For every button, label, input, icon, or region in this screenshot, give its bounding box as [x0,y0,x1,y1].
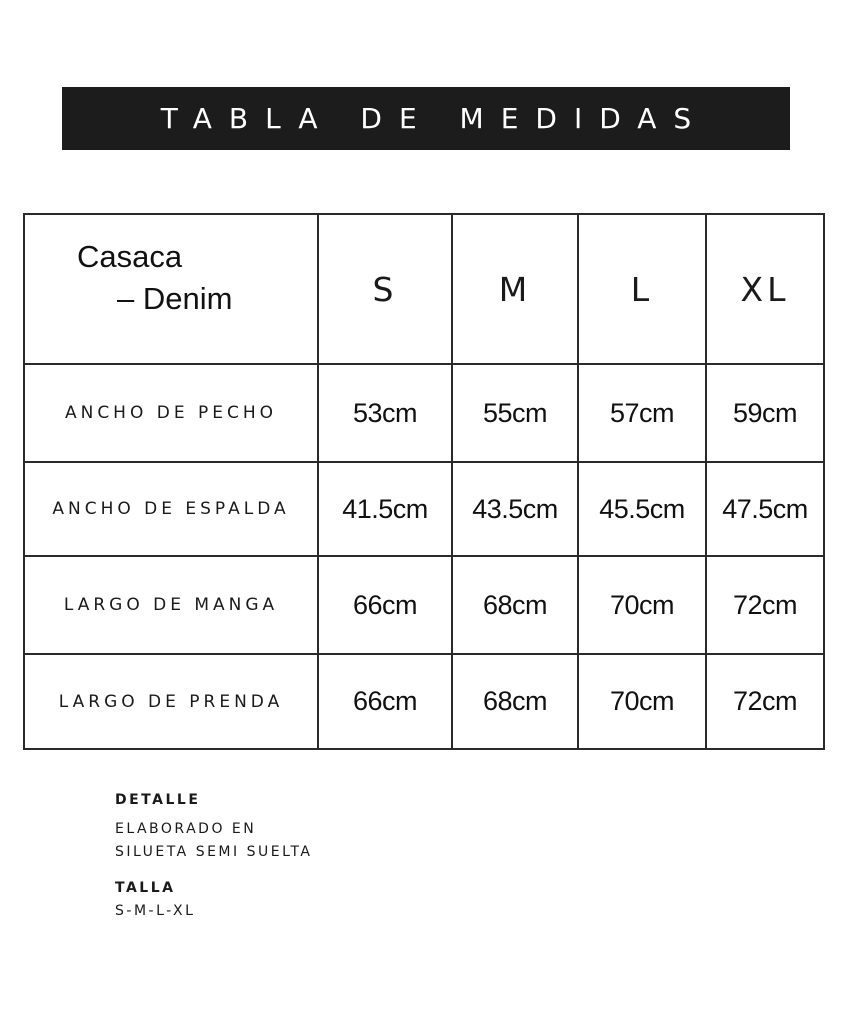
value-cell: 68cm [452,654,578,749]
value-cell: 72cm [706,556,824,654]
size-header-xl: XL [706,214,824,364]
table-row [24,556,824,654]
row-label-cell [24,364,318,462]
row-label-cell [24,654,318,749]
table-row [24,462,824,556]
value-cell: 57cm [578,364,706,462]
detalle-line-1: ELABORADO EN [115,821,257,837]
row-label: LARGO DE MANGA [63,595,279,615]
details-section [115,792,313,923]
talla-heading: TALLA [115,880,176,896]
product-name-line2: – Denim [117,281,233,316]
size-header-m: M [452,214,578,364]
product-name-line1: Casaca [77,239,183,274]
value-cell: 66cm [318,556,452,654]
table-row [24,654,824,749]
size-header-l: L [578,214,706,364]
row-label-cell [24,462,318,556]
page-title-banner [62,87,790,150]
row-label: ANCHO DE ESPALDA [52,499,290,519]
value-cell: 47.5cm [706,462,824,556]
value-cell: 41.5cm [318,462,452,556]
detalle-line-2: SILUETA SEMI SUELTA [115,844,313,860]
value-cell: 59cm [706,364,824,462]
talla-value: S-M-L-XL [115,903,196,919]
row-label: LARGO DE PRENDA [58,691,284,712]
value-cell: 45.5cm [578,462,706,556]
table-header-row [24,214,824,364]
page-title: TABLA DE MEDIDAS [160,102,709,135]
size-chart-table [23,213,825,750]
value-cell: 68cm [452,556,578,654]
value-cell: 55cm [452,364,578,462]
value-cell: 72cm [706,654,824,749]
detalle-heading: DETALLE [115,792,201,808]
product-name-cell [24,214,318,364]
size-header-s: S [318,214,452,364]
table-row [24,364,824,462]
value-cell: 53cm [318,364,452,462]
value-cell: 70cm [578,556,706,654]
row-label-cell [24,556,318,654]
value-cell: 43.5cm [452,462,578,556]
row-label: ANCHO DE PECHO [64,403,278,423]
value-cell: 70cm [578,654,706,749]
value-cell: 66cm [318,654,452,749]
